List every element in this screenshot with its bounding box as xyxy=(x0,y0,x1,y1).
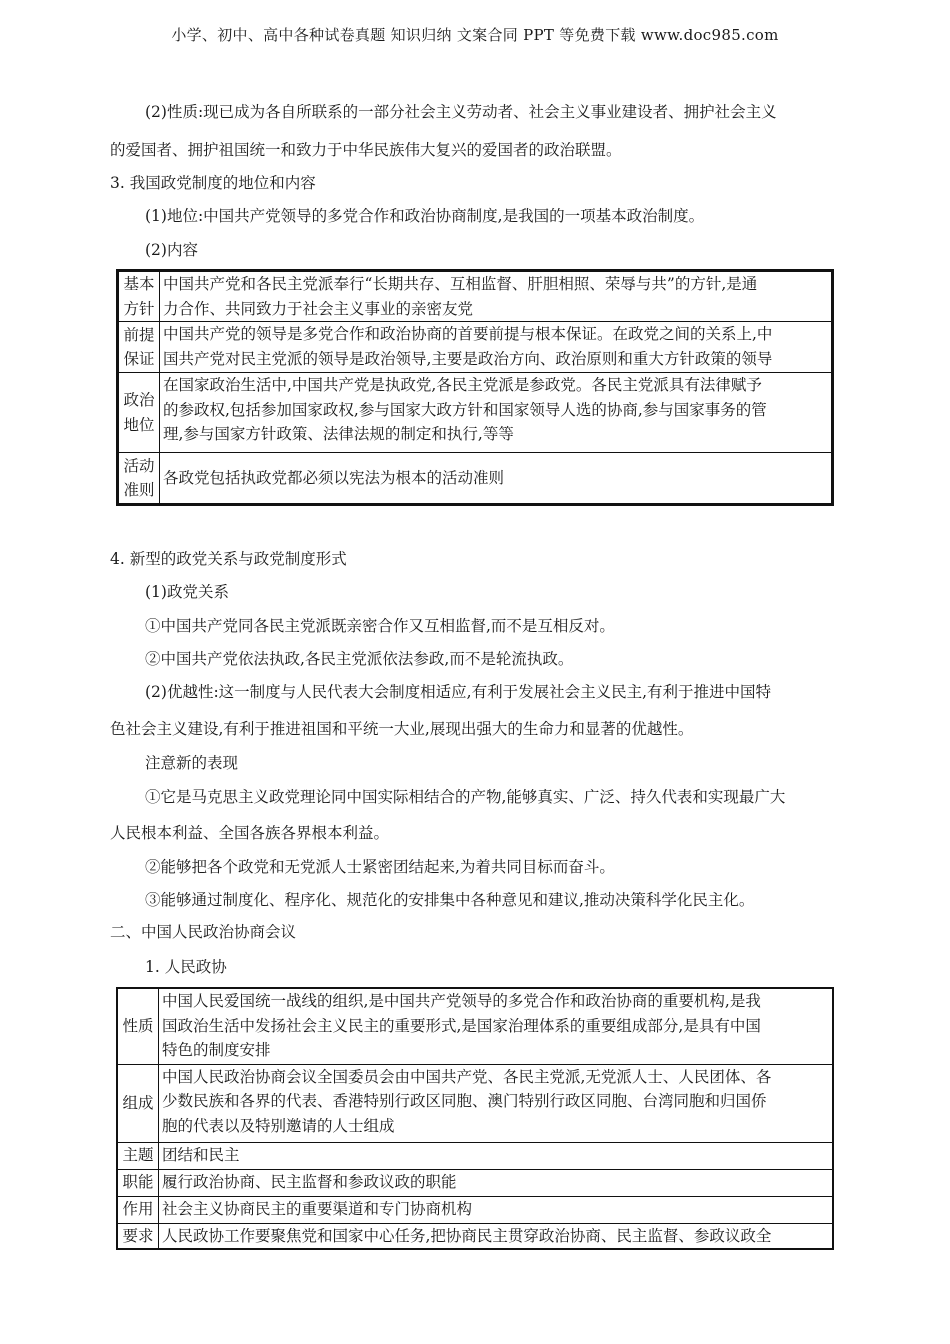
section-4-item2: ②中国共产党依法执政,各民主党派依法参政,而不是轮流执政。 xyxy=(145,650,574,668)
row-key: 主题 xyxy=(117,1142,159,1169)
part-2-title: 二、中国人民政治协商会议 xyxy=(110,923,297,941)
table-row xyxy=(117,1223,833,1249)
row-key: 职能 xyxy=(117,1169,159,1196)
table-row xyxy=(118,453,833,505)
section-4-title: 4. 新型的政党关系与政党制度形式 xyxy=(110,550,347,568)
row-value: 履行政治协商、民主监督和参政议政的职能 xyxy=(159,1169,834,1196)
section-3-content-label: (2)内容 xyxy=(145,241,198,259)
note-item2: ②能够把各个政党和无党派人士紧密团结起来,为着共同目标而奋斗。 xyxy=(145,858,615,876)
table-row xyxy=(118,373,833,453)
row-key: 要求 xyxy=(117,1223,159,1249)
page-header: 小学、初中、高中各种试卷真题 知识归纳 文案合同 PPT 等免费下载 www.doc985.com xyxy=(171,26,779,44)
section-3-title: 3. 我国政党制度的地位和内容 xyxy=(110,174,316,192)
row-key: 政治 地位 xyxy=(118,373,160,453)
part-2-subtitle: 1. 人民政协 xyxy=(145,958,227,976)
section-4-item1: ①中国共产党同各民主党派既亲密合作又互相监督,而不是互相反对。 xyxy=(145,617,615,635)
note-item3: ③能够通过制度化、程序化、规范化的安排集中各种意见和建议,推动决策科学化民主化。 xyxy=(145,891,755,909)
section-4-advantage-line1: (2)优越性:这一制度与人民代表大会制度相适应,有利于发展社会主义民主,有利于推进中国特 xyxy=(145,683,772,701)
note-title: 注意新的表现 xyxy=(145,754,239,772)
cppcc-table xyxy=(116,987,834,1250)
table-row xyxy=(117,988,833,1064)
table-row xyxy=(118,271,833,322)
row-value: 各政党包括执政党都必须以宪法为根本的活动准则 xyxy=(160,453,833,505)
row-value: 人民政协工作要聚焦党和国家中心任务,把协商民主贯穿政治协商、民主监督、参政议政全 xyxy=(159,1223,834,1249)
row-value: 中国人民爱国统一战线的组织,是中国共产党领导的多党合作和政治协商的重要机构,是我 国政治生活中发扬社会主义民主的重要形式,是国家治理体系的重要组成部分,是具有中国 特色的制度安排 xyxy=(159,988,834,1064)
row-key: 性质 xyxy=(117,988,159,1064)
note-item1-line2: 人民根本利益、全国各族各界根本利益。 xyxy=(110,824,390,842)
table-row xyxy=(118,322,833,373)
row-value: 社会主义协商民主的重要渠道和专门协商机构 xyxy=(159,1196,834,1223)
row-value: 中国人民政治协商会议全国委员会由中国共产党、各民主党派,无党派人士、人民团体、各 少数民族和各界的代表、香港特别行政区同胞、澳门特别行政区同胞、台湾同胞和归国侨 胞的代表以及特别邀请的人士组成 xyxy=(159,1064,834,1142)
row-value: 中国共产党和各民主党派奉行“长期共存、互相监督、肝胆相照、荣辱与共”的方针,是通 力合作、共同致力于社会主义事业的亲密友党 xyxy=(160,271,833,322)
paragraph-nature-line1: (2)性质:现已成为各自所联系的一部分社会主义劳动者、社会主义事业建设者、拥护社会主义 xyxy=(145,103,777,121)
paragraph-nature-line2: 的爱国者、拥护祖国统一和致力于中华民族伟大复兴的爱国者的政治联盟。 xyxy=(110,141,622,159)
table-row xyxy=(117,1064,833,1142)
row-key: 前提 保证 xyxy=(118,322,160,373)
section-4-advantage-line2: 色社会主义建设,有利于推进祖国和平统一大业,展现出强大的生命力和显著的优越性。 xyxy=(110,720,694,738)
section-3-status: (1)地位:中国共产党领导的多党合作和政治协商制度,是我国的一项基本政治制度。 xyxy=(145,207,705,225)
row-key: 组成 xyxy=(117,1064,159,1142)
table-row xyxy=(117,1169,833,1196)
section-4-relations: (1)政党关系 xyxy=(145,583,229,601)
row-value: 中国共产党的领导是多党合作和政治协商的首要前提与根本保证。在政党之间的关系上,中 国共产党对民主党派的领导是政治领导,主要是政治方向、政治原则和重大方针政策的领导 xyxy=(160,322,833,373)
note-item1-line1: ①它是马克思主义政党理论同中国实际相结合的产物,能够真实、广泛、持久代表和实现最广大 xyxy=(145,788,786,806)
table-row xyxy=(117,1196,833,1223)
table-row xyxy=(117,1142,833,1169)
party-system-table xyxy=(116,269,834,506)
row-key: 作用 xyxy=(117,1196,159,1223)
row-value: 团结和民主 xyxy=(159,1142,834,1169)
row-key: 基本 方针 xyxy=(118,271,160,322)
row-key: 活动 准则 xyxy=(118,453,160,505)
row-value: 在国家政治生活中,中国共产党是执政党,各民主党派是参政党。各民主党派具有法律赋予 的参政权,包括参加国家政权,参与国家大政方针和国家领导人选的协商,参与国家事务的管 理,参与国家方针政策、法律法规的制定和执行,等等 xyxy=(160,373,833,453)
